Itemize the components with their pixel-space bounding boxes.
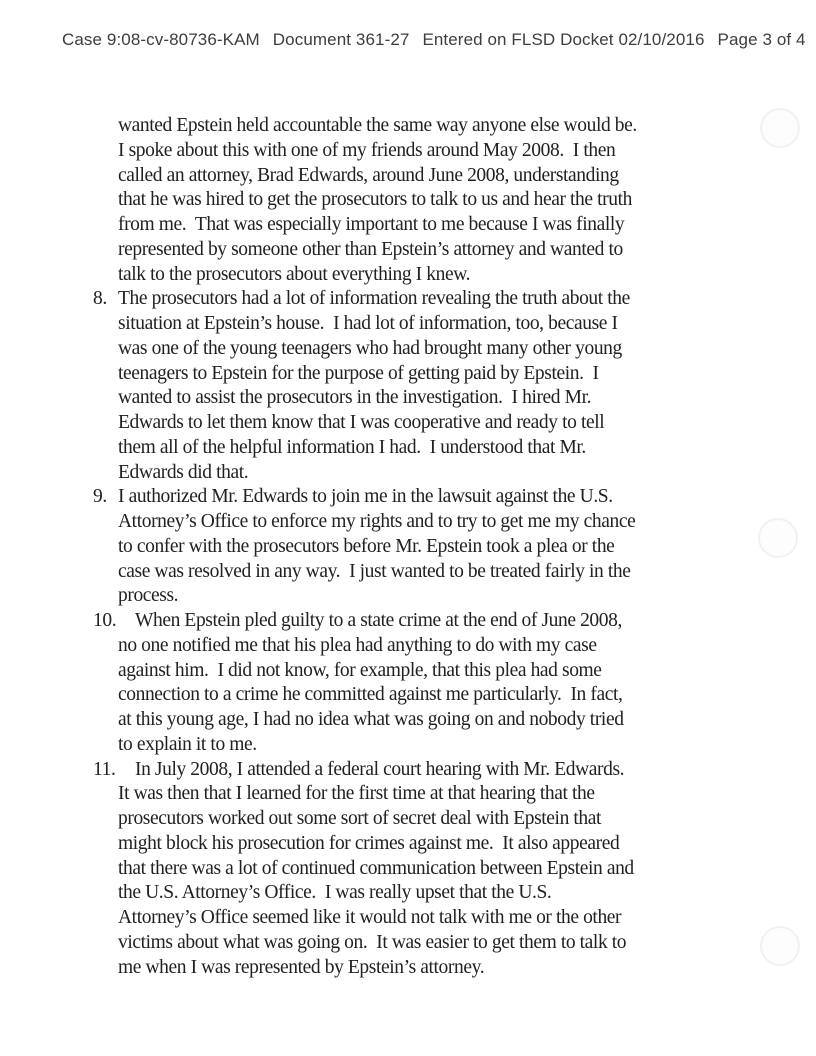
docket-entry-date: Entered on FLSD Docket 02/10/2016 xyxy=(422,30,705,49)
declaration-body xyxy=(93,114,758,980)
docket-stamp-header xyxy=(62,30,806,50)
text-line: the U.S. Attorney’s Office. I was really upset that the U.S. xyxy=(118,882,552,904)
text-line: The prosecutors had a lot of information revealing the truth about the xyxy=(118,288,630,310)
text-line: represented by someone other than Epstein’s attorney and wanted to xyxy=(118,238,623,260)
text-line: was one of the young teenagers who had brought many other young xyxy=(118,337,622,359)
text-line: to confer with the prosecutors before Mr. Epstein took a plea or the xyxy=(118,535,615,557)
numbered-paragraph xyxy=(93,609,758,758)
text-line: connection to a crime he committed against me particularly. In fact, xyxy=(118,684,623,706)
text-line: that he was hired to get the prosecutors to talk to us and hear the truth xyxy=(118,189,632,211)
text-line: When Epstein pled guilty to a state crime at the end of June 2008, xyxy=(135,610,622,631)
text-line: It was then that I learned for the first time at that hearing that the xyxy=(118,783,595,805)
hole-punch-artifact-middle xyxy=(758,518,798,558)
text-line: talk to the prosecutors about everything I knew. xyxy=(118,263,471,285)
page-indicator: Page 3 of 4 xyxy=(717,30,806,49)
document-number: Document 361-27 xyxy=(272,30,410,49)
text-line: Edwards to let them know that I was cooperative and ready to tell xyxy=(118,412,605,433)
text-line: prosecutors worked out some sort of secret deal with Epstein that xyxy=(118,808,602,829)
text-line: victims about what was going on. It was easier to get them to talk to xyxy=(118,931,627,953)
text-line: process. xyxy=(118,585,179,607)
text-line: called an attorney, Brad Edwards, around June 2008, understanding xyxy=(118,164,619,186)
text-line: to explain it to me. xyxy=(118,733,257,755)
text-line: I spoke about this with one of my friends around May 2008. I then xyxy=(118,139,616,161)
text-line: them all of the helpful information I had. I understood that Mr. xyxy=(118,436,586,458)
case-number: Case 9:08-cv-80736-KAM xyxy=(62,30,260,49)
text-line: Attorney’s Office seemed like it would not talk with me or the other xyxy=(118,907,622,928)
numbered-paragraph xyxy=(93,485,758,609)
paragraph-continuation xyxy=(118,114,758,287)
text-line: might block his prosecution for crimes against me. It also appeared xyxy=(118,832,620,854)
text-line: situation at Epstein’s house. I had lot of information, too, because I xyxy=(118,313,618,334)
numbered-paragraph xyxy=(93,287,758,485)
text-line: wanted to assist the prosecutors in the investigation. I hired Mr. xyxy=(118,387,592,409)
text-line: wanted Epstein held accountable the same way anyone else would be. xyxy=(118,115,637,136)
paragraph-number: 10. xyxy=(93,610,117,631)
hole-punch-artifact-bottom xyxy=(760,926,800,966)
paragraph-number: 11. xyxy=(93,758,116,780)
hole-punch-artifact-top xyxy=(760,108,800,148)
text-line: case was resolved in any way. I just wanted to be treated fairly in the xyxy=(118,560,631,582)
text-line: from me. That was especially important to me because I was finally xyxy=(118,214,625,235)
text-line: teenagers to Epstein for the purpose of getting paid by Epstein. I xyxy=(118,362,599,384)
numbered-paragraph xyxy=(93,758,758,981)
text-line: no one notified me that his plea had anything to do with my case xyxy=(118,634,597,656)
paragraph-number: 9. xyxy=(93,486,107,508)
text-line: In July 2008, I attended a federal court hearing with Mr. Edwards. xyxy=(135,758,625,780)
text-line: I authorized Mr. Edwards to join me in the lawsuit against the U.S. xyxy=(118,486,613,508)
text-line: that there was a lot of continued communication between Epstein and xyxy=(118,857,634,879)
text-line: against him. I did not know, for example, that this plea had some xyxy=(118,659,602,681)
text-line: me when I was represented by Epstein’s attorney. xyxy=(118,956,485,978)
paragraph-number: 8. xyxy=(93,288,107,310)
text-line: Edwards did that. xyxy=(118,461,249,483)
text-line: at this young age, I had no idea what was going on and nobody tried xyxy=(118,709,624,730)
text-line: Attorney’s Office to enforce my rights and to try to get me my chance xyxy=(118,511,636,532)
